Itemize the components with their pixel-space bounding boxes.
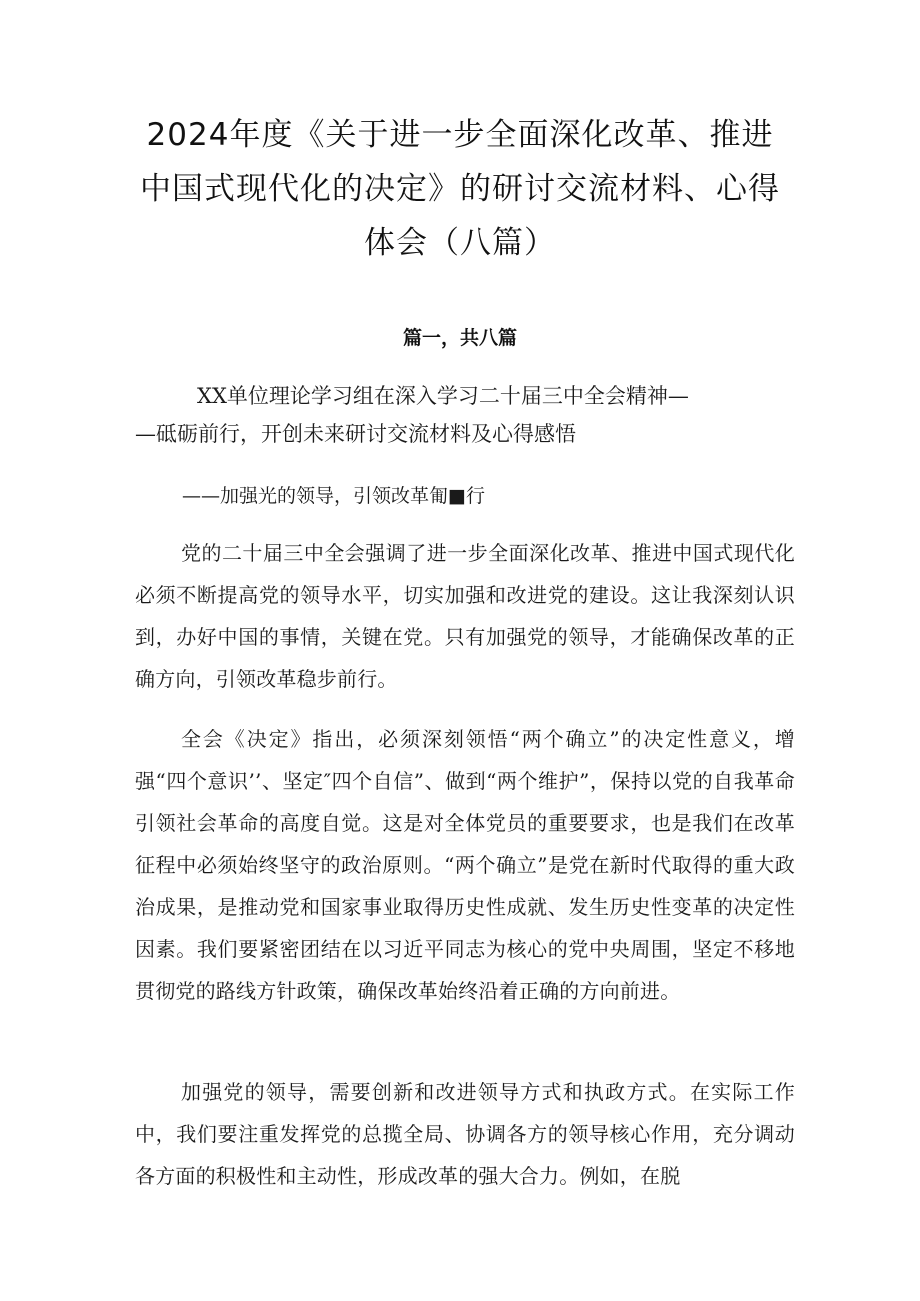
subtitle-line-1: XX单位理论学习组在深入学习二十届三中全会精神— [197,384,689,408]
section-heading: ——加强光的领导，引领改革匍■行 [182,485,485,507]
body-paragraph: 加强党的领导，需要创新和改进领导方式和执政方式。在实际工作中，我们要注重发挥党的总揽全局、协调各方的领导核心作用，充分调动各方面的积极性和主动性，形成改革的强大合力。例如，在脱 [135,1080,795,1188]
document-title: 2024年度《关于进一步全面深化改革、推进中国式现代化的决定》的研讨交流材料、心得体会（八篇） [140,117,780,261]
article-subtitle [135,377,795,453]
subtitle-line-2: —砥砺前行，开创未来研讨交流材料及心得感悟 [135,422,576,446]
part-heading: 篇一，共八篇 [402,327,517,349]
body-paragraph: 全会《决定》指出，必须深刻领悟“两个确立”的决定性意义，增强“四个意识’’、坚定″四个自信”、做到“两个维护”，保持以党的自我革命引领社会革命的高度自觉。这是对全体党员的重要要求，也是我们在改革征程中必须始终坚守的政治原则。“两个确立”是党在新时代取得的重大政治成果，是推动党和国家事业取得历史性成就、发生历史性变革的决定性因素。我们要紧密团结在以习近平同志为核心的党中央周围，坚定不移地贯彻党的路线方针政策，确保改革始终沿着正确的方向前进。 [135,727,795,1003]
body-paragraph: 党的二十届三中全会强调了进一步全面深化改革、推进中国式现代化必须不断提高党的领导水平，切实加强和改进党的建设。这让我深刻认识到，办好中国的事情，关键在党。只有加强党的领导，才能确保改革的正确方向，引领改革稳步前行。 [135,541,795,691]
